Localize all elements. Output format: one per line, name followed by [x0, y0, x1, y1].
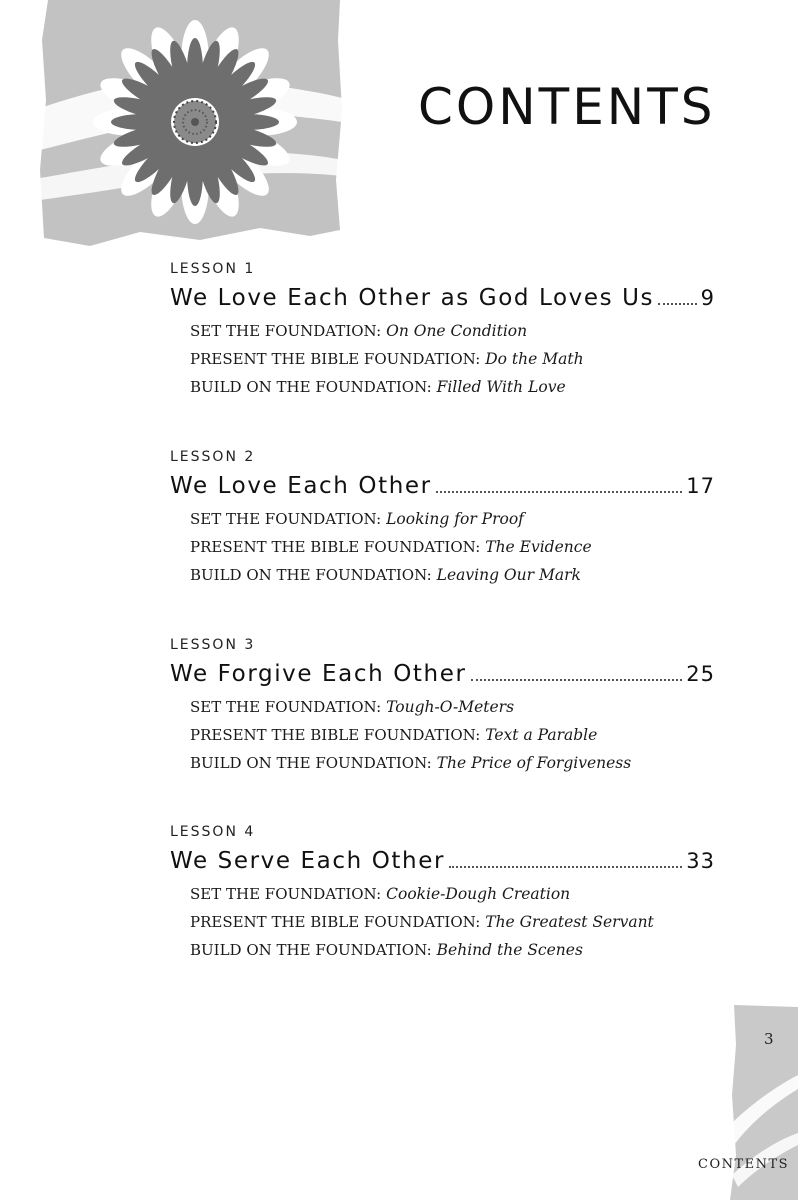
flower-icon — [93, 20, 297, 224]
subsection-value: Do the Math — [485, 350, 584, 368]
lesson-title: We Serve Each Other — [170, 848, 445, 874]
subsection-key: BUILD ON THE FOUNDATION: — [190, 378, 432, 396]
toc-entry[interactable] — [170, 661, 715, 693]
subsection-value: The Greatest Servant — [485, 913, 654, 931]
toc-entry[interactable] — [170, 285, 715, 317]
subsection-key: BUILD ON THE FOUNDATION: — [190, 941, 432, 959]
subsection-key: SET THE FOUNDATION: — [190, 322, 382, 340]
page-number: 3 — [764, 1030, 774, 1048]
subsection-value: Looking for Proof — [386, 510, 524, 528]
subsection-key: BUILD ON THE FOUNDATION: — [190, 566, 432, 584]
lesson-page-number: 25 — [686, 662, 715, 686]
subsection-key: SET THE FOUNDATION: — [190, 885, 382, 903]
subsection-value: Behind the Scenes — [436, 941, 583, 959]
dot-leader — [449, 866, 682, 868]
subsection-value: Leaving Our Mark — [436, 566, 581, 584]
subsection-key: SET THE FOUNDATION: — [190, 510, 382, 528]
subsection-value: Text a Parable — [485, 726, 598, 744]
dot-leader — [658, 303, 696, 305]
toc-entry[interactable] — [170, 848, 715, 880]
dot-leader — [436, 491, 683, 493]
page-title: CONTENTS — [418, 78, 716, 136]
subsection-key: BUILD ON THE FOUNDATION: — [190, 754, 432, 772]
lesson-page-number: 17 — [686, 474, 715, 498]
subsection-value: Tough-O-Meters — [386, 698, 515, 716]
subsection-item — [190, 749, 715, 777]
subsection-key: PRESENT THE BIBLE FOUNDATION: — [190, 538, 481, 556]
subsection-key: PRESENT THE BIBLE FOUNDATION: — [190, 350, 481, 368]
subsection-value: Cookie-Dough Creation — [386, 885, 571, 903]
flower-illustration — [40, 0, 342, 258]
subsection-value: Filled With Love — [436, 378, 566, 396]
toc-entry[interactable] — [170, 473, 715, 505]
subsection-key: SET THE FOUNDATION: — [190, 698, 382, 716]
subsection-key: PRESENT THE BIBLE FOUNDATION: — [190, 913, 481, 931]
subsection-item — [190, 345, 715, 373]
subsection-item — [190, 317, 715, 345]
lesson-page-number: 33 — [686, 849, 715, 873]
subsection-item — [190, 721, 715, 749]
lesson-section — [170, 447, 715, 589]
lesson-section — [170, 822, 715, 964]
subsection-item — [190, 561, 715, 589]
lesson-label: LESSON 1 — [170, 261, 256, 277]
lesson-title: We Love Each Other — [170, 473, 432, 499]
subsection-value: The Evidence — [485, 538, 592, 556]
lesson-label: LESSON 2 — [170, 449, 256, 465]
lesson-label: LESSON 3 — [170, 637, 256, 653]
running-footer: CONTENTS — [698, 1157, 790, 1172]
lesson-section — [170, 259, 715, 401]
subsection-item — [190, 936, 715, 964]
dot-leader — [471, 679, 683, 681]
subsection-item — [190, 880, 715, 908]
lesson-section — [170, 635, 715, 777]
subsection-item — [190, 693, 715, 721]
subsection-key: PRESENT THE BIBLE FOUNDATION: — [190, 726, 481, 744]
subsection-item — [190, 908, 715, 936]
subsection-item — [190, 533, 715, 561]
lesson-title: We Love Each Other as God Loves Us — [170, 285, 655, 311]
subsection-item — [190, 505, 715, 533]
subsection-value: On One Condition — [386, 322, 528, 340]
lesson-title: We Forgive Each Other — [170, 661, 467, 687]
subsection-value: The Price of Forgiveness — [436, 754, 632, 772]
lesson-page-number: 9 — [700, 286, 715, 310]
subsection-item — [190, 373, 715, 401]
lesson-label: LESSON 4 — [170, 824, 256, 840]
